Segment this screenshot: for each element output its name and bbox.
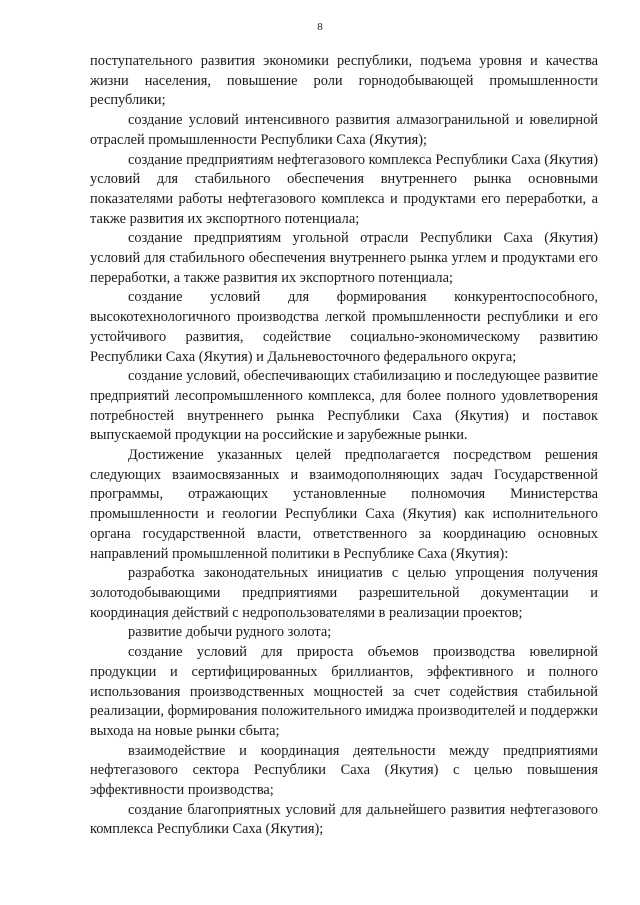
paragraph-continuation: поступательного развития экономики республики, подъема уровня и качества жизни населения, повышение роли горнодобывающей промышленности республики; bbox=[90, 53, 598, 109]
page-number: 8 bbox=[317, 21, 323, 33]
paragraph-coal: создание предприятиям угольной отрасли Республики Саха (Якутия) условий для стабильного обеспечения внутреннего рынка углем и продуктами его переработки, а также развития их экспортного потенциала; bbox=[90, 230, 598, 286]
paragraph-oil-gas-coordination: взаимодействие и координация деятельности между предприятиями нефтегазового сектора Республики Саха (Якутия) с целью повышения эффективности производства; bbox=[90, 742, 598, 799]
document-body bbox=[90, 52, 598, 840]
paragraph-diamond-jewelry: создание условий интенсивного развития алмазогранильной и ювелирной отраслей промышленности Республики Саха (Якутия); bbox=[90, 112, 598, 148]
paragraph-timber: создание условий, обеспечивающих стабилизацию и последующее развитие предприятий лесопромышленного комплекса, для более полного удовлетворения потребностей внутреннего рынка Республики Саха (Якутия) и поставок выпускаемой продукции на российские и зарубежные рынки. bbox=[90, 368, 598, 444]
paragraph-oil-gas: создание предприятиям нефтегазового комплекса Республики Саха (Якутия) условий для стабильного обеспечения внутреннего рынка основными показателями работы нефтегазового комплекса и продуктами его переработки, а также развития их экспортного потенциала; bbox=[90, 151, 598, 227]
paragraph-oil-gas-conditions: создание благоприятных условий для дальнейшего развития нефтегазового комплекса Республики Саха (Якутия); bbox=[90, 801, 598, 838]
paragraph-light-industry: создание условий для формирования конкурентоспособного, высокотехнологичного производства легкой промышленности республики и его устойчивого развития, содействие социально-экономическому развитию Республики Саха (Якутия) и Дальневосточного федерального округа; bbox=[90, 289, 598, 365]
paragraph-gold-legislation: разработка законодательных инициатив с целью упрощения получения золотодобывающими предприятиями разрешительной документации и координация действий с недропользователями в реализации проектов; bbox=[90, 565, 598, 621]
paragraph-ore-gold: развитие добычи рудного золота; bbox=[128, 624, 332, 641]
paragraph-jewelry-production: создание условий для прироста объемов производства ювелирной продукции и сертифицированных бриллиантов, эффективного и полного использования производственных мощностей за счет содействия стабильной реализации, формирования положительного имиджа производителей и поддержки выхода на новые рынки сбыта; bbox=[90, 644, 598, 739]
paragraph-goals-tasks: Достижение указанных целей предполагается посредством решения следующих взаимосвязанных и взаимодополняющих задач Государственной программы, отражающих установленные полномочия Министерства промышленности и геологии Республики Саха (Якутия) как исполнительного органа государственной власти, ответственного за координацию основных направлений промышленной политики в Республике Саха (Якутия): bbox=[90, 447, 598, 562]
